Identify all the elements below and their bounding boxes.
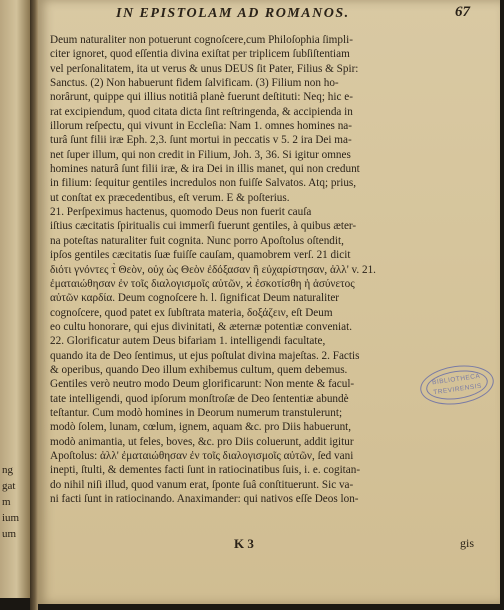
book-page — [38, 0, 500, 604]
text-line: modò animantia, ut feles, boves, &c. pro Diis coluerunt, addit igitur — [50, 435, 354, 448]
stamp-bottom-text: TREVIRENSIS — [432, 382, 483, 397]
facing-fragment: ium — [2, 512, 20, 524]
text-line: Deum naturaliter non potuerunt cognoſcere,cum Philoſophia ſimpli- — [50, 34, 353, 46]
text-line: modò ſolem, lunam, cœlum, ignem, aquam &c. pro Diis habuerunt, — [50, 421, 352, 434]
text-line: tate intelligendi, quod ipſorum monſtroſæ de Deo ſententiæ abundè — [50, 392, 349, 405]
body-text — [50, 33, 478, 506]
running-title: IN EPISTOLAM AD ROMANOS. — [116, 6, 350, 21]
text-line: iſtius cæcitatis ſpiritualis cui immerſi fuerunt gentiles, à quibus æter- — [50, 220, 357, 233]
text-line: in filium: ſequitur gentiles incredulos non fuiſſe Salvatos. Atq; prius, — [50, 177, 357, 190]
book-gutter — [30, 0, 38, 610]
text-line: do nihil niſi illud, quod vanum erat, ſponte ſuâ conſtituerunt. Sic va- — [50, 478, 354, 491]
text-line: quando ita de Deo ſentimus, ut ejus poſtulat divina majeſtas. 2. Factis — [50, 349, 360, 362]
text-line: Gentiles verò neutro modo Deum glorificarunt: Non mente & facul- — [50, 378, 355, 391]
text-line: vel perſonalitatem, ita ut verus & unus DEUS ſit Pater, Filius & Spir: — [50, 62, 359, 75]
facing-page-edge — [0, 0, 31, 598]
page-number: 67 — [455, 4, 470, 20]
text-line: Sanctus. (2) Non habuerunt fidem ſalvificam. (3) Filium non ho- — [50, 77, 339, 90]
text-line: ni facti ſunt in ratiocinando. Anaximander: qui nativos eſſe Deos lon- — [50, 493, 359, 505]
text-line: norârunt, quippe qui illius notitiâ planè fuerunt deſtituti: Neq; hic e- — [50, 91, 353, 104]
page-footer — [38, 536, 500, 554]
text-line: & operibus, quando Deo illum exhibemus cultum, quem debemus. — [50, 363, 348, 376]
text-line: 22. Glorificatur autem Deus bifariam 1. intelligendi facultate, — [50, 335, 326, 348]
text-line: turâ ſunt filii iræ Eph. 2,3. ſunt mortui in peccatis v 5. 2 ira Dei ma- — [50, 134, 352, 147]
facing-fragment: ng — [2, 464, 13, 476]
text-line: inepti, ſtulti, & dementes facti ſunt in ratiocinatibus ſuis, i. e. cogitan- — [50, 464, 361, 477]
text-line: net ſuper illum, qui non credit in Filium, Joh. 3, 36. Si igitur omnes — [50, 148, 351, 161]
text-line: illorum reſpectu, qui vivunt in Eccleſia: Nam 1. omnes homines na- — [50, 120, 352, 133]
text-line: teſtantur. Cum modò homines in Deorum numerum transtulerunt; — [50, 406, 343, 419]
text-line: na poteſtas naturaliter fuit cognita. Nunc porro Apoſtolus oſtendit, — [50, 234, 344, 247]
text-line: homines naturâ ſunt filii iræ, & ira Dei in illis manet, qui non credunt — [50, 163, 360, 176]
facing-fragment: gat — [2, 480, 16, 492]
text-line: 21. Perſpeximus hactenus, quomodo Deus non fuerit cauſa — [50, 206, 312, 219]
text-line: eo cultu honorare, qui ejus divinitati, & æternæ potentiæ conveniat. — [50, 320, 353, 333]
text-line: cognoſcere, quod patet ex ſubſtrata materia, δοξάζειν, eſt Deum — [50, 306, 333, 319]
text-line: ut conſtat ex præcedentibus, eſt verum. E & poſterius. — [50, 191, 290, 204]
text-line: Apoſtolus: ἀλλ' ἐματαιώθησαν ἐν τοῖς διαλογισμοῖς αὐτῶν, ſed vani — [50, 449, 354, 462]
text-line: rat excipiendum, quod citata dicta ſint reſtringenda, & accipienda in — [50, 105, 353, 118]
text-line: ipſos gentiles cæcitatis ſuæ fuiſſe cauſam, quamobrem verſ. 21 dicit — [50, 249, 351, 262]
facing-fragment: um — [2, 528, 17, 540]
signature-mark: K 3 — [234, 536, 254, 551]
greek-text-line: διότι γνόντες τ̀ Θεὸν, οὐχ ὡς Θεὸν ἐδόξασαν ἢ εὐχαρίστησαν, ἀλλ' v. 21. — [50, 263, 376, 276]
facing-fragment: m — [2, 496, 11, 508]
facing-page-fragments — [2, 462, 29, 542]
text-line: citer ignoret, quod eſſentia divina exiſtat per triplicem ſubſiſtentiam — [50, 48, 350, 61]
greek-text-line: ἐματαιώθησαν ἐν τοῖς διαλογισμοῖς αὐτῶν, ϰ̀ ἐσκοτίσθη ἡ ἀσύνετος — [50, 277, 355, 290]
stamp-top-text: BIBLIOTHECA — [431, 372, 481, 387]
page-header — [38, 0, 500, 30]
catchword: gis — [459, 536, 474, 550]
text-line: αὐτῶν καρδία. Deum cognoſcere h. l. ſignificat Deum naturaliter — [50, 292, 340, 305]
